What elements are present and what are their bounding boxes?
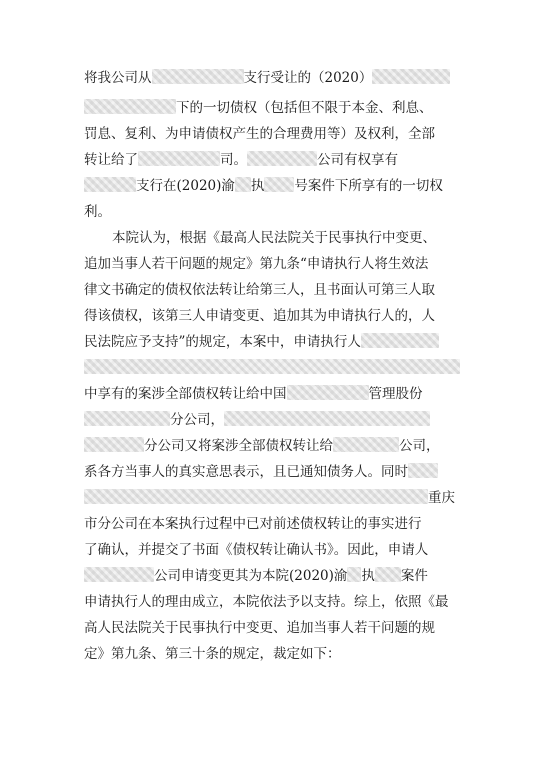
redaction-mark (235, 177, 251, 192)
redaction-mark (138, 151, 220, 166)
text-segment: 下的一切债权（包括但不限于本金、利息、 (176, 100, 433, 116)
text-line (84, 176, 443, 196)
text-line (84, 254, 428, 274)
text-line (84, 436, 440, 456)
text-segment: 案件 (400, 568, 428, 584)
text-segment: 公司申请变更其为本院(2020)渝 (154, 568, 348, 584)
text-segment: 执 (250, 178, 265, 194)
text-segment: 律文书确定的债权依法转让给第三人，且书面认可第三人取 (84, 282, 435, 298)
redaction-mark (372, 69, 450, 84)
text-segment: 申请执行人的理由成立，本院依法予以支持。综上，依照《最 (84, 594, 449, 610)
text-segment: 系各方当事人的真实意思表示，且已通知债务人。同时 (84, 464, 408, 480)
text-segment: 管理股份 (368, 386, 423, 402)
redaction-mark (347, 567, 361, 582)
text-segment: 了确认，并提交了书面《债权转让确认书》。因此，申请人 (84, 542, 429, 558)
text-segment: 分公司， (170, 412, 224, 428)
text-segment: 转让给了 (84, 152, 138, 168)
redaction-mark (84, 411, 170, 426)
redaction-mark (361, 333, 439, 348)
redaction-mark (84, 489, 428, 504)
redaction-mark (264, 177, 294, 192)
text-segment: 民法院应予支持”的规定，本案中，申请执行人 (84, 334, 361, 350)
redaction-mark (84, 567, 154, 582)
redaction-mark (247, 151, 317, 166)
text-segment: 公司有权享有 (317, 152, 398, 168)
text-line (84, 566, 428, 586)
text-segment: 追加当事人若干问题的规定》第九条“申请执行人将生效法 (84, 256, 429, 272)
text-segment: 中享有的案涉全部债权转让给中国 (84, 386, 287, 402)
text-line (84, 280, 435, 300)
text-segment: 定》第九条、第三十条的规定，裁定如下： (84, 646, 341, 662)
text-line (84, 202, 111, 222)
text-line (84, 124, 435, 144)
text-line (84, 540, 428, 560)
redaction-mark (408, 463, 438, 478)
text-line (112, 228, 436, 248)
text-segment: 号案件下所享有的一切权 (294, 178, 443, 194)
text-line (84, 68, 450, 88)
redaction-mark (84, 437, 144, 452)
text-segment: 司。 (220, 152, 247, 168)
text-segment: 罚息、复利、为申请债权产生的合理费用等）及权利，全部 (84, 126, 435, 142)
text-line (84, 358, 460, 378)
redaction-mark (84, 359, 460, 374)
text-line (84, 410, 430, 430)
text-line (84, 384, 423, 404)
text-line (84, 488, 455, 508)
redaction-mark (375, 567, 401, 582)
text-line (84, 644, 341, 664)
text-segment: 本院认为，根据《最高人民法院关于民事执行中变更、 (112, 230, 436, 246)
text-segment: 高人民法院关于民事执行中变更、追加当事人若干问题的规 (84, 620, 435, 636)
redaction-mark (84, 99, 176, 114)
text-segment: 公司， (399, 438, 440, 454)
text-line (84, 332, 439, 352)
text-segment: 得该债权，该第三人申请变更、追加其为申请执行人的，人 (84, 308, 435, 324)
redaction-mark (333, 437, 399, 452)
text-segment: 市分公司在本案执行过程中已对前述债权转让的事实进行 (84, 516, 422, 532)
text-line (84, 514, 422, 534)
redaction-mark (152, 69, 244, 84)
text-line (84, 98, 433, 118)
text-segment: 分公司又将案涉全部债权转让给 (144, 438, 333, 454)
text-line (84, 618, 435, 638)
text-line (84, 592, 449, 612)
redaction-mark (287, 385, 369, 400)
text-segment: 支行在(2020)渝 (136, 178, 235, 194)
text-segment: 执 (361, 568, 375, 584)
text-line (84, 150, 398, 170)
text-line (84, 462, 438, 482)
text-segment: 将我公司从 (84, 70, 152, 86)
text-segment: 支行受让的（2020） (243, 70, 373, 86)
redaction-mark (224, 411, 430, 426)
text-line (84, 306, 435, 326)
redaction-mark (84, 177, 136, 192)
text-segment: 利。 (84, 204, 111, 220)
text-segment: 重庆 (428, 490, 455, 506)
